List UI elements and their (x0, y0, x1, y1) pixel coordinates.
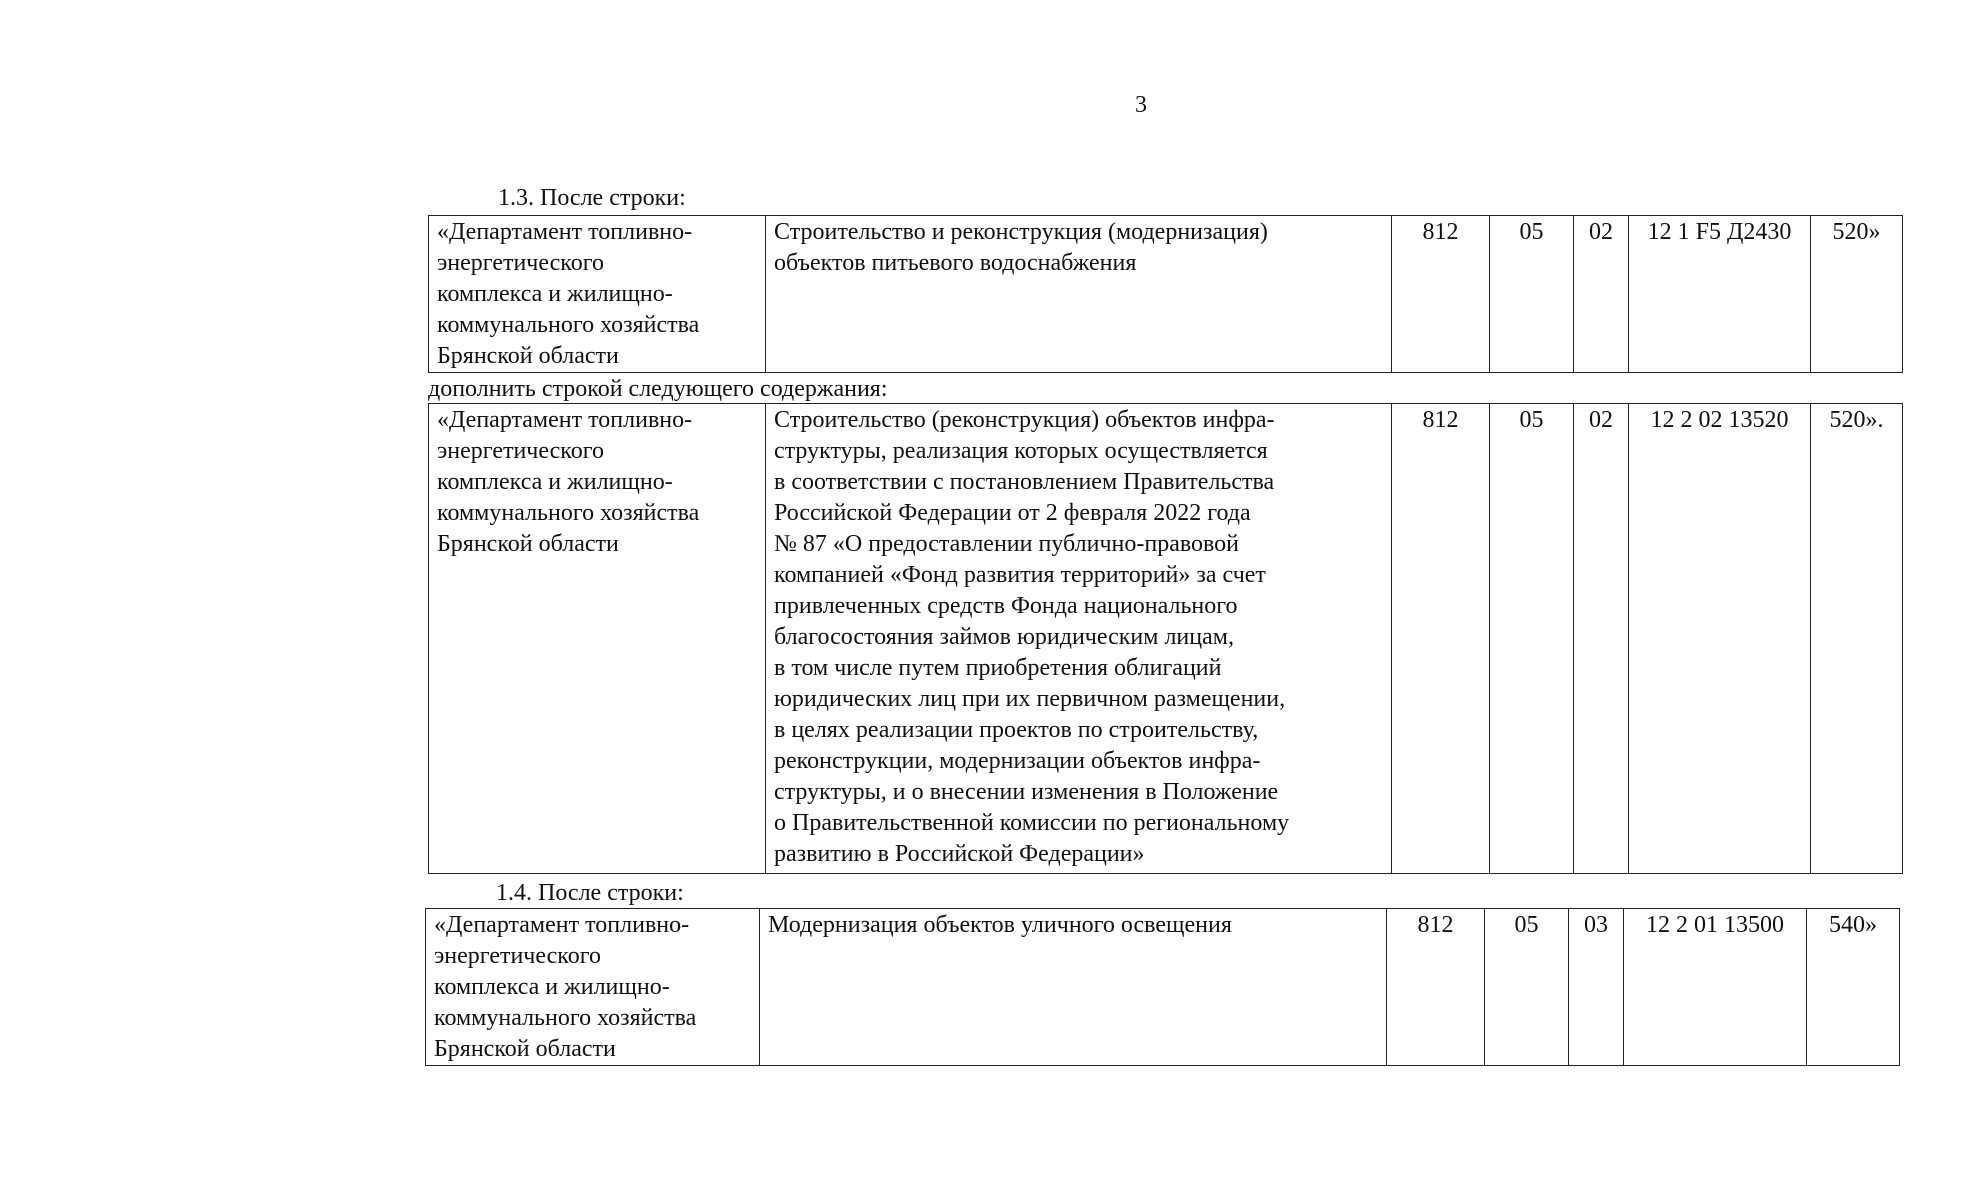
description-cell: Модернизация объектов уличного освещения (760, 909, 1387, 1066)
expense-type-code-cell: 540» (1807, 909, 1900, 1066)
target-article-code-cell: 12 2 02 13520 (1629, 404, 1811, 874)
table-row (426, 909, 1900, 1066)
table-new-row (428, 403, 1903, 874)
table-after-row-1-3 (428, 215, 1903, 373)
section-label-1-3: 1.3. После строки: (498, 185, 686, 211)
section-code-cell: 05 (1490, 404, 1574, 874)
section-code-cell: 05 (1485, 909, 1569, 1066)
target-article-code-cell: 12 1 F5 Д2430 (1629, 216, 1811, 373)
page-number: 3 (1135, 92, 1147, 118)
organization-cell: «Департамент топливно- энергетического комплекса и жилищно- коммунального хозяйства Брянской области (426, 909, 760, 1066)
grbs-code-cell: 812 (1392, 404, 1490, 874)
subsection-code-cell: 02 (1574, 216, 1629, 373)
subsection-code-cell: 02 (1574, 404, 1629, 874)
table-after-row-1-4 (425, 908, 1900, 1066)
organization-cell: «Департамент топливно- энергетического комплекса и жилищно- коммунального хозяйства Брянской области (429, 404, 766, 874)
section-label-add-row: дополнить строкой следующего содержания: (428, 376, 888, 402)
target-article-code-cell: 12 2 01 13500 (1624, 909, 1807, 1066)
expense-type-code-cell: 520» (1811, 216, 1903, 373)
expense-type-code-cell: 520». (1811, 404, 1903, 874)
table-row (429, 404, 1903, 874)
description-cell: Строительство (реконструкция) объектов инфра- структуры, реализация которых осуществляется в соответствии с постановлением Правительства Российской Федерации от 2 февраля 2022 года № 87 «О предоставлении публично-правовой компанией «Фонд развития территорий» за счет привлеченных средств Фонда национального благосостояния займов юридическим лицам, в том числе путем приобретения облигаций юридических лиц при их первичном размещении, в целях реализации проектов по строительству, реконструкции, модернизации объектов инфра- структуры, и о внесении изменения в Положение о Правительственной комиссии по региональному развитию в Российской Федерации» (766, 404, 1392, 874)
organization-cell: «Департамент топливно- энергетического комплекса и жилищно- коммунального хозяйства Брянской области (429, 216, 766, 373)
section-code-cell: 05 (1490, 216, 1574, 373)
description-cell: Строительство и реконструкция (модернизация) объектов питьевого водоснабжения (766, 216, 1392, 373)
section-label-1-4: 1.4. После строки: (496, 880, 684, 906)
grbs-code-cell: 812 (1387, 909, 1485, 1066)
subsection-code-cell: 03 (1569, 909, 1624, 1066)
table-row (429, 216, 1903, 373)
grbs-code-cell: 812 (1392, 216, 1490, 373)
